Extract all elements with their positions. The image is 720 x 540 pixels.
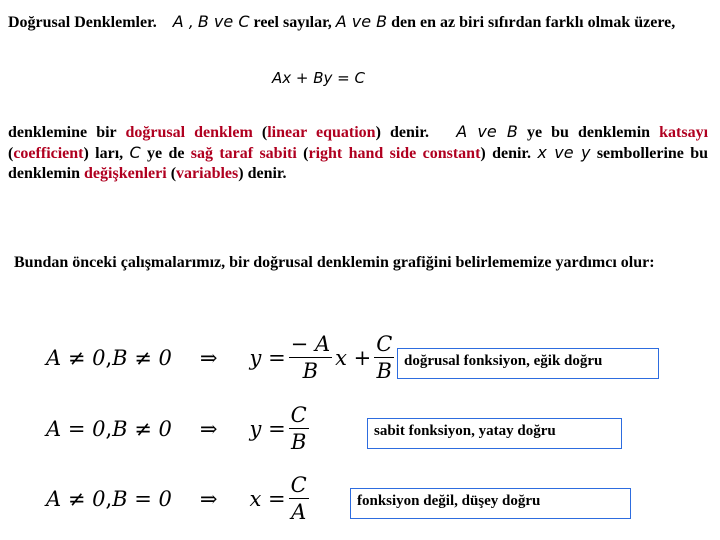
var-a-2: A [335,12,347,31]
text: ( [252,124,268,141]
case-1-formula [46,332,397,383]
separator: , [105,416,113,441]
intro-text [8,12,713,33]
text: sembollerine bu denklemin [8,145,709,182]
var-c: C [129,143,141,162]
fraction-constant [289,473,309,524]
text: ) denir. [238,165,287,182]
condition-a: A ≠ 0 [46,345,106,370]
condition-a: A = 0 [46,416,106,441]
text: ye bu denklemin [517,124,660,141]
separator: , [105,486,113,511]
numerator: C [290,403,307,427]
var-y: y [581,143,591,162]
fraction-constant [289,403,309,454]
case-2-label-box: sabit fonksiyon, yatay doğru [367,418,622,449]
text: ve [467,122,507,141]
section-title: Doğrusal Denklemler. [8,14,157,31]
case-3-formula [46,473,312,524]
condition-b: B ≠ 0 [112,345,172,370]
text: ) denir. [480,145,532,162]
term-rhs-constant-en: right hand side constant [308,145,481,162]
var-c: C [238,12,250,31]
case-3-label-box: fonksiyon değil, düşey doğru [350,488,631,519]
denominator: B [376,359,392,383]
implies-symbol: ⇒ [199,345,218,370]
term-rhs-constant: sağ taraf sabiti [190,145,297,162]
var-b: B [506,122,518,141]
lhs: y = [249,345,286,370]
condition-a: A ≠ 0 [46,486,106,511]
comma: , [183,12,194,31]
denominator: A [291,500,307,524]
numerator: C [290,473,307,497]
word-ve-2: ve [346,12,377,31]
term-variables-en: variables [176,165,239,182]
term-coefficient-en: coefficient [13,145,84,162]
var-b-2: B [376,12,388,31]
var-b: B [197,12,209,31]
case-2-formula [46,403,312,454]
intro-text-1: reel sayılar, [249,14,336,31]
implies-symbol: ⇒ [199,486,218,511]
text: ) ları, [83,145,130,162]
text: ye de [140,145,191,162]
text: denklemine bir [8,124,126,141]
condition-b: B = 0 [112,486,172,511]
lhs: y = [249,416,286,441]
definition-paragraph [8,122,708,184]
text: ( [8,145,14,162]
term-variables: değişkenleri [84,165,167,182]
x-plus: x + [335,345,372,370]
text: ( [166,165,177,182]
numerator: C [376,332,393,356]
general-equation: Ax + By = C [272,69,365,87]
var-x: x [537,143,547,162]
term-coefficient: katsayı [659,124,709,141]
graph-intro-paragraph: Bundan önceki çalışmalarımız, bir doğrusal denklemin grafiğini belirlememize yardımcı olur: [14,254,655,271]
denominator: B [302,359,319,383]
separator: , [105,345,113,370]
text: ( [296,145,309,162]
case-1-label-box: doğrusal fonksiyon, eğik doğru [397,348,659,379]
term-linear-equation: doğrusal denklem [125,124,253,141]
intro-text-2: den en az biri sıfırdan farklı olmak üzere, [387,14,676,31]
var-a: A [172,12,184,31]
condition-b: B ≠ 0 [112,416,172,441]
implies-symbol: ⇒ [199,416,218,441]
text: ve [546,143,582,162]
fraction-intercept [374,332,394,383]
word-ve: ve [208,12,239,31]
term-linear-equation-en: linear equation [267,124,376,141]
denominator: B [290,430,307,454]
var-a: A [456,122,468,141]
lhs: x = [249,486,286,511]
text: ) denir. [375,124,429,141]
numerator: − A [290,332,331,356]
fraction-slope [289,332,332,383]
